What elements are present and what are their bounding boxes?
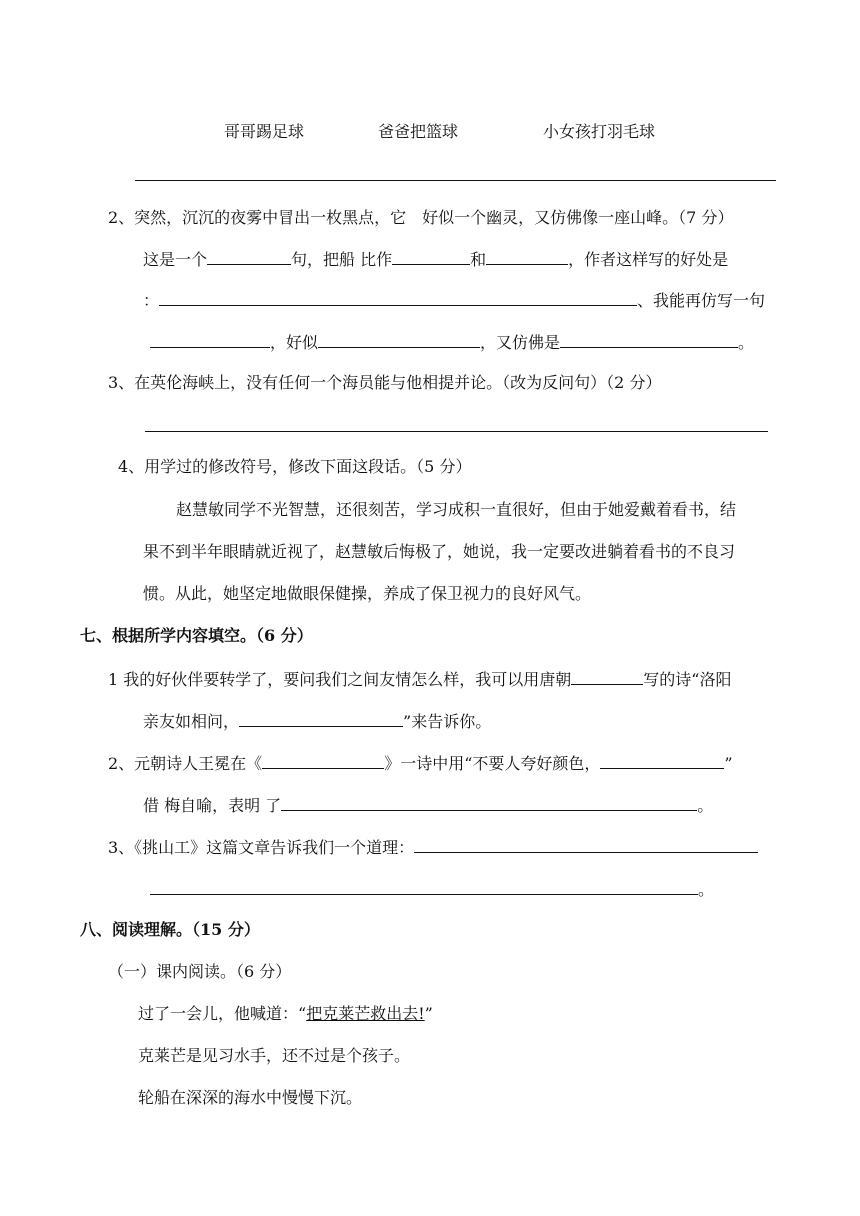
- underlined-quote: 把克莱芒救出去!: [306, 1004, 425, 1023]
- answer-line[interactable]: [135, 180, 776, 181]
- blank-compare-1[interactable]: [392, 248, 470, 265]
- blank-imitate-3[interactable]: [560, 331, 738, 348]
- q2-sentence: 2、突然，沉沉的夜雾中冒出一枚黑点，它 好似一个幽灵，又仿佛像一座山峰。（7 分）: [108, 208, 734, 227]
- blank-lesson[interactable]: [414, 836, 758, 853]
- blank-benefit[interactable]: [159, 289, 637, 306]
- answer-line[interactable]: [145, 431, 768, 432]
- blank-lesson-cont[interactable]: [150, 878, 698, 895]
- reading-line-3: 轮船在深深的海水中慢慢下沉。: [138, 1088, 363, 1107]
- sport-item-3: 小女孩打羽毛球: [543, 122, 656, 141]
- s7-item-1-line-1: 1 我的好伙伴要转学了，要问我们之间友情怎么样，我可以用唐朝 写的诗“洛阳: [108, 670, 732, 689]
- q4-title: 4、用学过的修改符号，修改下面这段话。（5 分）: [118, 457, 472, 476]
- sport-item-2: 爸爸把篮球: [378, 122, 459, 141]
- q4-paragraph-line-2: 果不到半年眼睛就近视了，赵慧敏后悔极了，她说，我一定要改进躺着看书的不良习: [143, 542, 736, 561]
- q4-paragraph-line-1: 赵慧敏同学不光智慧，还很刻苦，学习成积一直很好，但由于她爱戴着看书，结: [176, 500, 737, 519]
- reading-line-2: 克莱芒是见习水手，还不过是个孩子。: [138, 1046, 411, 1065]
- blank-poem-verse[interactable]: [600, 752, 724, 769]
- blank-compare-2[interactable]: [486, 248, 568, 265]
- blank-poet[interactable]: [571, 668, 643, 685]
- blank-imitate-2[interactable]: [318, 331, 480, 348]
- q2-line-3: ，好似 ，又仿佛是 。: [150, 331, 754, 353]
- s7-item-3-line-1: 3、《挑山工》这篇文章告诉我们一个道理：: [108, 836, 758, 858]
- blank-poem-line[interactable]: [239, 710, 403, 727]
- blank-poem-title[interactable]: [262, 752, 384, 769]
- section-7-title: 七、根据所学内容填空。（6 分）: [80, 626, 313, 645]
- q3-text: 3、在英伦海峡上，没有任何一个海员能与他相提并论。（改为反问句）（2 分）: [108, 373, 662, 392]
- reading-line-1: 过了一会儿，他喊道：“把克莱芒救出去!”: [138, 1004, 433, 1023]
- s7-item-1-line-2: 亲友如相问， ”来告诉你。: [143, 712, 492, 731]
- blank-sentence-type[interactable]: [207, 248, 291, 265]
- s8-subtitle: （一）课内阅读。（6 分）: [108, 962, 292, 981]
- blank-imitate-1[interactable]: [150, 331, 270, 348]
- section-8-title: 八、阅读理解。（15 分）: [80, 920, 260, 939]
- blank-meaning[interactable]: [281, 794, 697, 811]
- q2-line-2: ： 、我能再仿写一句: [143, 291, 766, 310]
- s7-item-2-line-2: 借 梅自喻，表明 了 。: [143, 796, 714, 815]
- s7-item-2-line-1: 2、元朝诗人王冕在《 》一诗中用“不要人夸好颜色， ”: [108, 754, 733, 773]
- q4-paragraph-line-3: 惯。从此，她坚定地做眼保健操，养成了保卫视力的良好风气。: [143, 584, 592, 603]
- s7-item-3-line-2: 。: [150, 878, 714, 900]
- q2-line-1: 这是一个 句，把船 比作 和 ，作者这样写的好处是: [143, 250, 729, 269]
- sport-item-1: 哥哥踢足球: [224, 122, 305, 141]
